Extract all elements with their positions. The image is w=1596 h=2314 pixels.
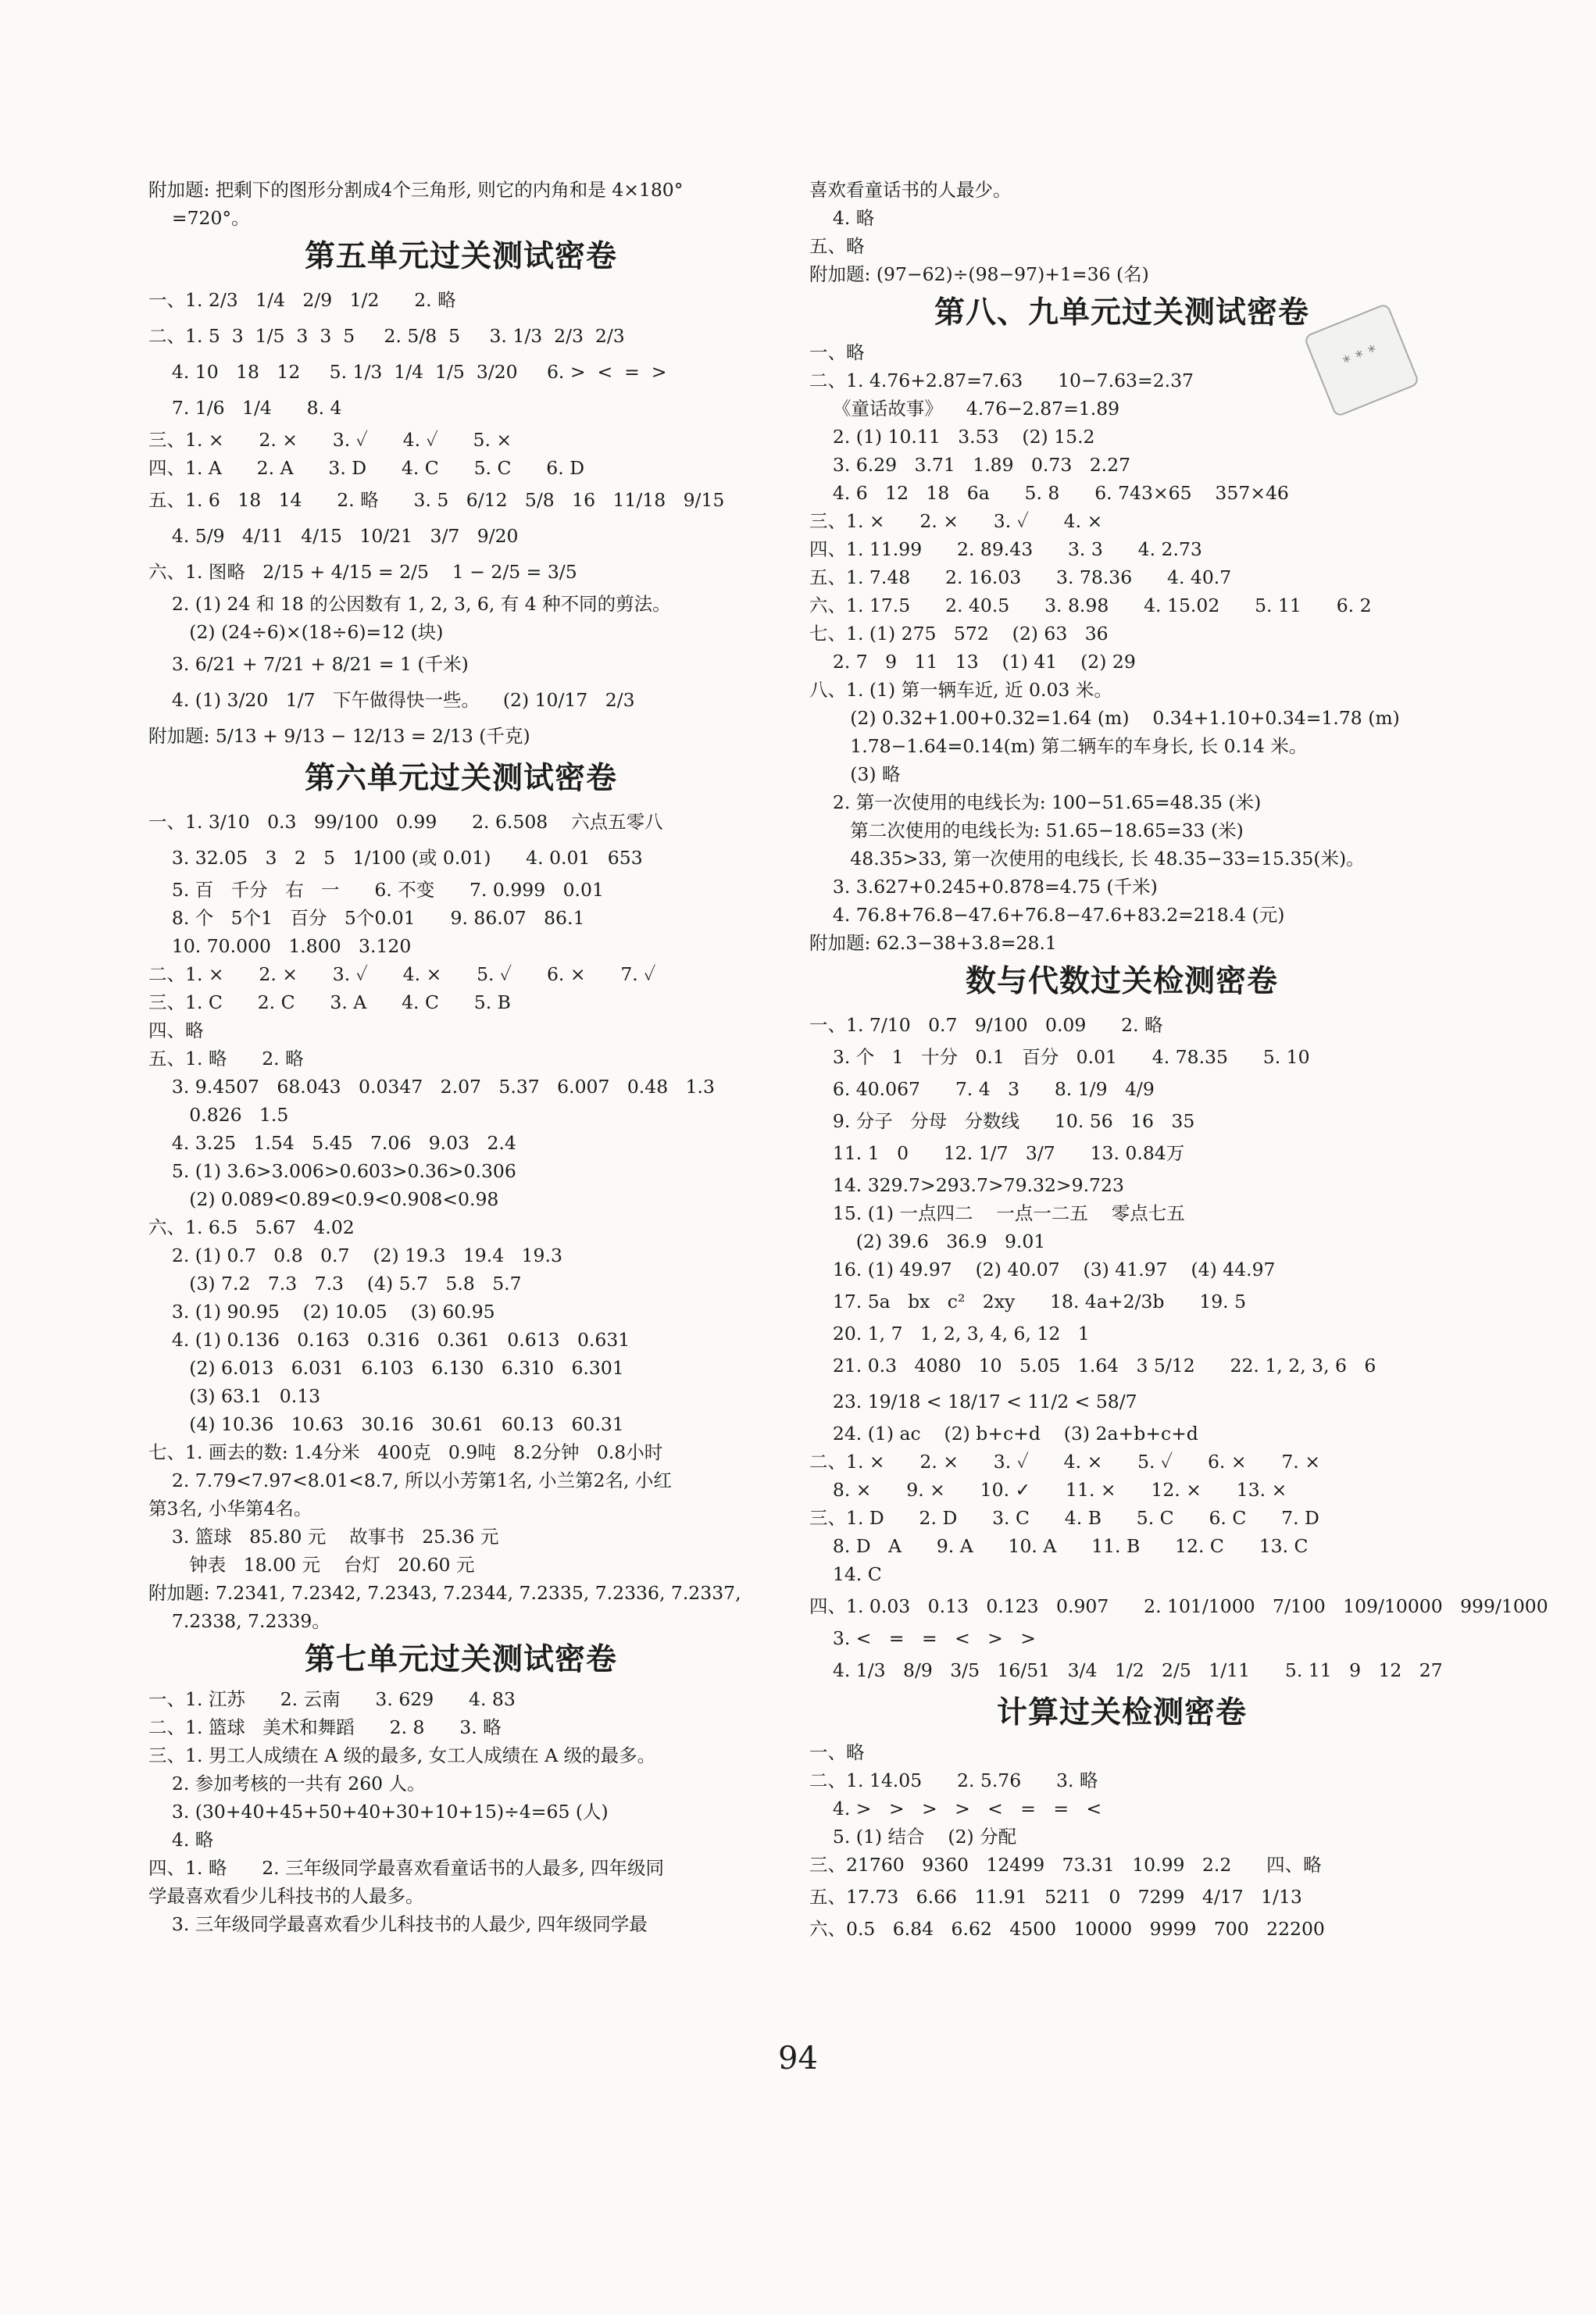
text-line: 21. 0.3 4080 10 5.05 1.64 3 5/12 22. 1, 2, 3, 6 6 [809, 1355, 1376, 1377]
text-line: 二、1. 14.05 2. 5.76 3. 略 [809, 1769, 1098, 1791]
text-line: 3. 6/21 + 7/21 + 8/21 = 1 (千米) [148, 653, 469, 675]
text-line: 第二次使用的电线长为: 51.65−18.65=33 (米) [809, 820, 1244, 841]
text-line: 4. (1) 3/20 1/7 下午做得快一些。 (2) 10/17 2/3 [148, 689, 635, 711]
text-line: 2. 7.79<7.97<8.01<8.7, 所以小芳第1名, 小兰第2名, 小红 [148, 1469, 672, 1491]
text-line: 4. 5/9 4/11 4/15 10/21 3/7 9/20 [148, 525, 519, 547]
text-line: 4. 略 [809, 207, 875, 229]
text-line: 2. (1) 24 和 18 的公因数有 1, 2, 3, 6, 有 4 种不同的剪法。 [148, 593, 671, 615]
text-line: 五、略 [809, 235, 865, 257]
section-title-unit5: 第五单元过关测试密卷 [304, 239, 617, 274]
text-line: 15. (1) 一点四二 一点一二五 零点七五 [809, 1202, 1185, 1224]
text-line: 附加题: 5/13 + 9/13 − 12/13 = 2/13 (千克) [148, 725, 530, 747]
text-line: 9. 分子 分母 分数线 10. 56 16 35 [809, 1110, 1195, 1132]
section-title-calc: 计算过关检测密卷 [996, 1695, 1247, 1730]
text-line: 3. 3.627+0.245+0.878=4.75 (千米) [809, 876, 1158, 898]
text-line: 一、1. 3/10 0.3 99/100 0.99 2. 6.508 六点五零八 [148, 811, 663, 833]
text-line: (4) 10.36 10.63 30.16 30.61 60.13 60.31 [148, 1413, 624, 1435]
text-line: 六、1. 17.5 2. 40.5 3. 8.98 4. 15.02 5. 11 6. 2 [809, 595, 1372, 616]
text-line: 3. 9.4507 68.043 0.0347 2.07 5.37 6.007 0.48 1.3 [148, 1076, 715, 1098]
text-line: (2) 39.6 36.9 9.01 [809, 1230, 1046, 1252]
text-line: 11. 1 0 12. 1/7 3/7 13. 0.84万 [809, 1142, 1185, 1164]
text-line: 2. 参加考核的一共有 260 人。 [148, 1773, 426, 1794]
text-line: 0.826 1.5 [148, 1104, 289, 1126]
text-line: 4. 3.25 1.54 5.45 7.06 9.03 2.4 [148, 1132, 516, 1154]
text-line: 喜欢看童话书的人最少。 [809, 179, 1012, 201]
text-line: 附加题: 把剩下的图形分割成4个三角形, 则它的内角和是 4×180° [148, 179, 684, 201]
text-line: 5. 百 千分 右 一 6. 不变 7. 0.999 0.01 [148, 879, 604, 901]
text-line: 三、1. C 2. C 3. A 4. C 5. B [148, 991, 511, 1013]
text-line: 五、17.73 6.66 11.91 5211 0 7299 4/17 1/13 [809, 1886, 1302, 1908]
text-line: 附加题: (97−62)÷(98−97)+1=36 (名) [809, 263, 1149, 285]
text-line: 八、1. (1) 第一辆车近, 近 0.03 米。 [809, 679, 1112, 701]
text-line: (2) 0.089<0.89<0.9<0.908<0.98 [148, 1188, 499, 1210]
text-line: 二、1. 5 3 1/5 3 3 5 2. 5/8 5 3. 1/3 2/3 2/3 [148, 325, 625, 347]
text-line: =720°。 [148, 207, 250, 229]
text-line: 六、0.5 6.84 6.62 4500 10000 9999 700 22200 [809, 1918, 1325, 1940]
text-line: 14. 329.7>293.7>79.32>9.723 [809, 1174, 1124, 1196]
text-line: 3. 三年级同学最喜欢看少儿科技书的人最少, 四年级同学最 [148, 1913, 648, 1935]
text-line: 24. (1) ac (2) b+c+d (3) 2a+b+c+d [809, 1423, 1198, 1444]
text-line: 三、21760 9360 12499 73.31 10.99 2.2 四、略 [809, 1854, 1322, 1876]
text-line: 2. (1) 10.11 3.53 (2) 15.2 [809, 426, 1095, 448]
text-line: 5. (1) 结合 (2) 分配 [809, 1826, 1017, 1848]
text-line: 六、1. 图略 2/15 + 4/15 = 2/5 1 − 2/5 = 3/5 [148, 561, 577, 583]
text-line: 14. C [809, 1563, 882, 1585]
left-column [148, 176, 773, 1938]
text-line: 3. 32.05 3 2 5 1/100 (或 0.01) 4. 0.01 653 [148, 847, 643, 869]
text-line: 四、1. A 2. A 3. D 4. C 5. C 6. D [148, 457, 585, 479]
text-line: 23. 19/18 < 18/17 < 11/2 < 58/7 [809, 1391, 1137, 1412]
text-line: 一、略 [809, 1741, 865, 1763]
section-title-unit7: 第七单元过关测试密卷 [304, 1642, 617, 1677]
text-line: 一、1. 江苏 2. 云南 3. 629 4. 83 [148, 1688, 516, 1710]
text-line: 7. 1/6 1/4 8. 4 [148, 397, 342, 419]
text-line: 4. 76.8+76.8−47.6+76.8−47.6+83.2=218.4 (元) [809, 904, 1285, 926]
section-title-unit89: 第八、九单元过关测试密卷 [934, 295, 1309, 330]
text-line: (3) 略 [809, 763, 901, 785]
text-line: 《童话故事》 4.76−2.87=1.89 [809, 398, 1120, 420]
text-line: 1.78−1.64=0.14(m) 第二辆车的车身长, 长 0.14 米。 [809, 735, 1308, 757]
text-line: 三、1. 男工人成绩在 A 级的最多, 女工人成绩在 A 级的最多。 [148, 1744, 656, 1766]
text-line: 二、1. 篮球 美术和舞蹈 2. 8 3. 略 [148, 1716, 502, 1738]
text-line: 五、1. 6 18 14 2. 略 3. 5 6/12 5/8 16 11/18 9/15 [148, 489, 725, 511]
text-line: 4. 略 [148, 1829, 214, 1851]
text-line: 5. (1) 3.6>3.006>0.603>0.36>0.306 [148, 1160, 516, 1182]
text-line: 7.2338, 7.2339。 [148, 1610, 330, 1632]
text-line: 2. 第一次使用的电线长为: 100−51.65=48.35 (米) [809, 791, 1262, 813]
text-line: 2. (1) 0.7 0.8 0.7 (2) 19.3 19.4 19.3 [148, 1244, 562, 1266]
text-line: 一、1. 7/10 0.7 9/100 0.09 2. 略 [809, 1014, 1163, 1036]
text-line: 8. 个 5个1 百分 5个0.01 9. 86.07 86.1 [148, 907, 585, 929]
text-line: 8. D A 9. A 10. A 11. B 12. C 13. C [809, 1535, 1309, 1557]
text-line: 三、1. D 2. D 3. C 4. B 5. C 6. C 7. D [809, 1507, 1319, 1529]
text-line: 附加题: 7.2341, 7.2342, 7.2343, 7.2344, 7.2335, 7.2336, 7.2337, [148, 1582, 741, 1604]
text-line: 六、1. 6.5 5.67 4.02 [148, 1216, 355, 1238]
text-line: 三、1. × 2. × 3. ✓ 4. × [809, 510, 1103, 532]
text-line: 3. < = = < > > [809, 1627, 1036, 1649]
text-line: 8. × 9. × 10. ✓ 11. × 12. × 13. × [809, 1479, 1287, 1501]
text-line: 4. (1) 0.136 0.163 0.316 0.361 0.613 0.631 [148, 1329, 630, 1351]
text-line: 三、1. × 2. × 3. ✓ 4. ✓ 5. × [148, 429, 512, 451]
text-line: 6. 40.067 7. 4 3 8. 1/9 4/9 [809, 1078, 1155, 1100]
text-line: 3. 篮球 85.80 元 故事书 25.36 元 [148, 1526, 499, 1548]
text-line: 四、1. 略 2. 三年级同学最喜欢看童话书的人最多, 四年级同 [148, 1857, 665, 1879]
text-line: 钟表 18.00 元 台灯 20.60 元 [148, 1554, 475, 1576]
text-line: 2. 7 9 11 13 (1) 41 (2) 29 [809, 651, 1136, 673]
page-number: 94 [778, 2041, 818, 2077]
text-line: 学最喜欢看少儿科技书的人最多。 [148, 1885, 424, 1907]
text-line: 48.35>33, 第一次使用的电线长, 长 48.35−33=15.35(米)。 [809, 848, 1365, 870]
text-line: (3) 7.2 7.3 7.3 (4) 5.7 5.8 5.7 [148, 1273, 522, 1294]
right-column [809, 176, 1548, 1943]
text-line: 四、1. 0.03 0.13 0.123 0.907 2. 101/1000 7/100 109/10000 999/1000 [809, 1595, 1548, 1617]
text-line: 3. 个 1 十分 0.1 百分 0.01 4. 78.35 5. 10 [809, 1046, 1310, 1068]
text-line: 二、1. × 2. × 3. ✓ 4. × 5. ✓ 6. × 7. × [809, 1451, 1320, 1473]
text-line: 4. 6 12 18 6a 5. 8 6. 743×65 357×46 [809, 482, 1289, 504]
section-title-numbers: 数与代数过关检测密卷 [965, 964, 1278, 999]
text-line: 一、1. 2/3 1/4 2/9 1/2 2. 略 [148, 289, 456, 311]
section-title-unit6: 第六单元过关测试密卷 [304, 761, 617, 796]
text-line: (2) 6.013 6.031 6.103 6.130 6.310 6.301 [148, 1357, 624, 1379]
text-line: 二、1. 4.76+2.87=7.63 10−7.63=2.37 [809, 370, 1194, 391]
text-line: (2) 0.32+1.00+0.32=1.64 (m) 0.34+1.10+0.34=1.78 (m) [809, 707, 1400, 729]
text-line: 七、1. 画去的数: 1.4分米 400克 0.9吨 8.2分钟 0.8小时 [148, 1441, 663, 1463]
text-line: 七、1. (1) 275 572 (2) 63 36 [809, 623, 1109, 645]
text-line: 3. 6.29 3.71 1.89 0.73 2.27 [809, 454, 1131, 476]
text-line: 3. (30+40+45+50+40+30+10+15)÷4=65 (人) [148, 1801, 609, 1823]
text-line: 4. 10 18 12 5. 1/3 1/4 1/5 3/20 6. > < = > [148, 361, 667, 383]
text-line: (3) 63.1 0.13 [148, 1385, 321, 1407]
text-line: 20. 1, 7 1, 2, 3, 4, 6, 12 1 [809, 1323, 1090, 1344]
text-line: 四、略 [148, 1020, 204, 1041]
text-line: 3. (1) 90.95 (2) 10.05 (3) 60.95 [148, 1301, 495, 1323]
text-line: 第3名, 小华第4名。 [148, 1498, 312, 1519]
text-line: 四、1. 11.99 2. 89.43 3. 3 4. 2.73 [809, 538, 1202, 560]
text-line: 10. 70.000 1.800 3.120 [148, 935, 412, 957]
text-line: 一、略 [809, 341, 865, 363]
text-line: 16. (1) 49.97 (2) 40.07 (3) 41.97 (4) 44.97 [809, 1259, 1276, 1280]
text-line: 4. 1/3 8/9 3/5 16/51 3/4 1/2 2/5 1/11 5. 11 9 12 27 [809, 1659, 1443, 1681]
text-line: 五、1. 7.48 2. 16.03 3. 78.36 4. 40.7 [809, 566, 1232, 588]
text-line: 4. > > > > < = = < [809, 1798, 1102, 1819]
text-line: 17. 5a bx c² 2xy 18. 4a+2/3b 19. 5 [809, 1291, 1247, 1312]
text-line: 五、1. 略 2. 略 [148, 1048, 304, 1070]
text-line: (2) (24÷6)×(18÷6)=12 (块) [148, 621, 444, 643]
text-line: 附加题: 62.3−38+3.8=28.1 [809, 932, 1057, 954]
stamp-mark: ∗ ∗ ∗ [1303, 302, 1420, 417]
text-line: 二、1. × 2. × 3. ✓ 4. × 5. ✓ 6. × 7. ✓ [148, 963, 656, 985]
